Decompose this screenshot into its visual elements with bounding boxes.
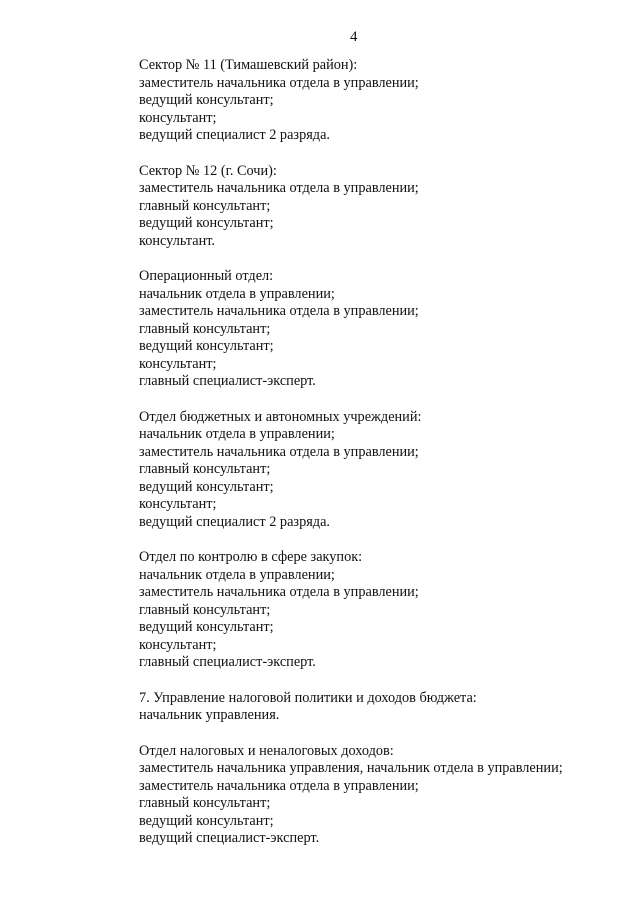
page-number: 4: [350, 29, 358, 45]
position-line: ведущий консультант;: [139, 92, 274, 108]
position-line: консультант;: [139, 355, 217, 372]
position-line: заместитель начальника отдела в управлении;: [139, 303, 419, 319]
section-tax-policy-directorate: [139, 690, 634, 725]
position-line: консультант;: [139, 496, 217, 512]
position-line: консультант.: [139, 232, 215, 249]
section-heading: Операционный отдел:: [139, 268, 274, 284]
position-line: ведущий специалист 2 разряда.: [139, 127, 330, 143]
position-line: заместитель начальника отдела в управлении;: [139, 777, 419, 794]
position-line: главный специалист-эксперт.: [139, 373, 316, 389]
position-line: главный консультант;: [139, 461, 271, 477]
position-line: консультант;: [139, 109, 217, 126]
section-sector-12: [139, 163, 634, 251]
position-line: главный консультант;: [139, 601, 271, 618]
section-budget-institutions: [139, 409, 634, 532]
section-heading: Сектор № 12 (г. Сочи):: [139, 162, 277, 179]
section-operational-department: [139, 268, 634, 391]
section-heading: Отдел бюджетных и автономных учреждений:: [139, 408, 422, 425]
position-line: главный консультант;: [139, 795, 271, 811]
position-line: начальник отдела в управлении;: [139, 566, 335, 583]
section-heading: Сектор № 11 (Тимашевский район):: [139, 57, 358, 73]
section-tax-revenue-department: [139, 743, 634, 848]
position-line: начальник отдела в управлении;: [139, 426, 335, 442]
position-line: начальник отдела в управлении;: [139, 285, 335, 302]
position-line: ведущий специалист 2 разряда.: [139, 513, 330, 530]
section-heading: 7. Управление налоговой политики и доходов бюджета:: [139, 689, 477, 706]
section-procurement-control: [139, 549, 634, 672]
position-line: главный консультант;: [139, 320, 271, 337]
section-sector-11: [139, 57, 634, 145]
position-line: заместитель начальника отдела в управлении;: [139, 443, 419, 460]
section-heading: Отдел по контролю в сфере закупок:: [139, 549, 363, 565]
position-line: заместитель начальника управления, начальник отдела в управлении;: [139, 760, 563, 776]
position-line: ведущий консультант;: [139, 812, 274, 829]
position-line: заместитель начальника отдела в управлении;: [139, 180, 419, 196]
position-line: ведущий консультант;: [139, 215, 274, 231]
position-line: главный консультант;: [139, 197, 271, 214]
position-line: начальник управления.: [139, 707, 280, 723]
position-line: ведущий консультант;: [139, 338, 274, 354]
position-line: консультант;: [139, 636, 217, 653]
position-line: главный специалист-эксперт.: [139, 654, 316, 670]
section-heading: Отдел налоговых и неналоговых доходов:: [139, 742, 394, 759]
document-body: [139, 57, 634, 866]
position-line: ведущий консультант;: [139, 619, 274, 635]
position-line: заместитель начальника отдела в управлении;: [139, 584, 419, 600]
position-line: ведущий консультант;: [139, 478, 274, 495]
position-line: ведущий специалист-эксперт.: [139, 830, 320, 846]
position-line: заместитель начальника отдела в управлении;: [139, 74, 419, 91]
